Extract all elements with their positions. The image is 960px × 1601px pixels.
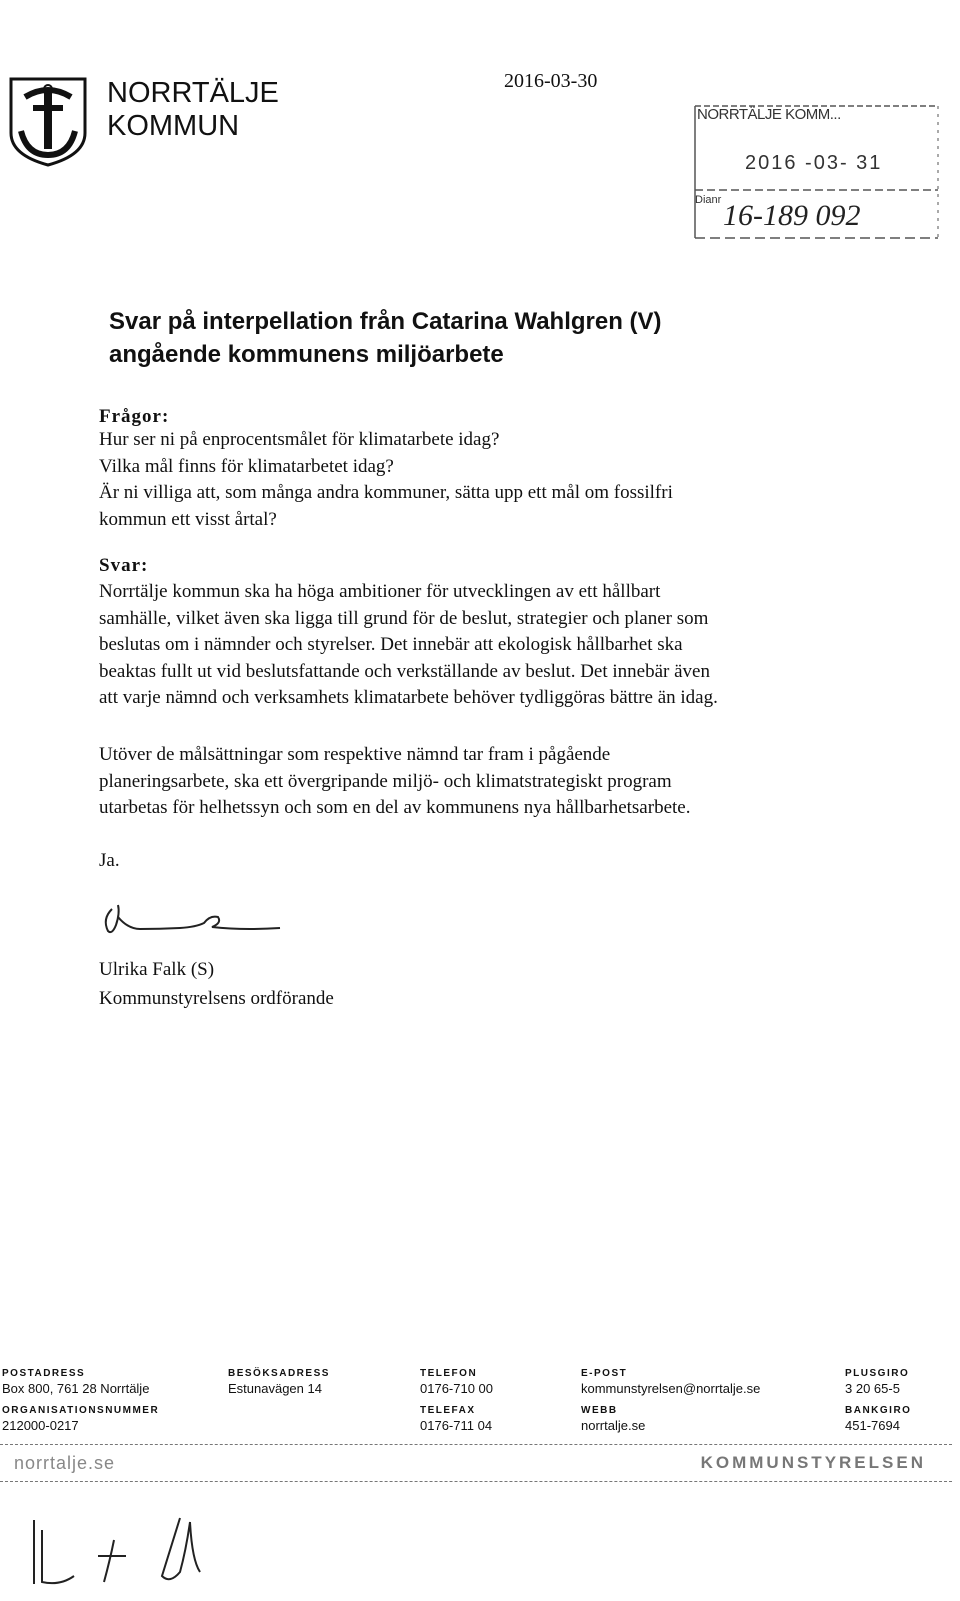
bankgiro-label: BANKGIRO — [845, 1405, 912, 1416]
stamp-organization: NORRTÄLJE KOMM... — [697, 106, 841, 123]
stamp-diary-number: 16-189 092 — [723, 199, 861, 232]
signer-name: Ulrika Falk (S) — [99, 959, 215, 980]
answer-line: beaktas fullt ut vid beslutsfattande och verkställande av beslut. Det innebär även — [99, 660, 710, 682]
band-website: norrtalje.se — [14, 1453, 116, 1473]
questions-list — [99, 427, 673, 533]
orgnr-label: ORGANISATIONSNUMMER — [2, 1405, 160, 1416]
answer-paragraph-1 — [99, 579, 859, 712]
band-department: KOMMUNSTYRELSEN — [700, 1453, 926, 1472]
handwritten-signature — [100, 895, 285, 945]
telefon-label: TELEFON — [420, 1368, 478, 1379]
answer-line: planeringsarbete, ska ett övergripande miljö- och klimatstrategiskt program — [99, 770, 672, 792]
answer-line: Norrtälje kommun ska ha höga ambitioner för utvecklingen av ett hållbart — [99, 581, 661, 602]
telefon-value: 0176-710 00 — [420, 1381, 494, 1396]
question-line: kommun ett visst årtal? — [99, 508, 277, 530]
title-line1: Svar på interpellation från Catarina Wahlgren (V) — [109, 308, 662, 335]
document-title — [109, 305, 662, 371]
question-line: Hur ser ni på enprocentsmålet för klimatarbete idag? — [99, 429, 500, 450]
webb-label: WEBB — [581, 1405, 618, 1416]
footer-email — [581, 1366, 760, 1434]
footer-visit — [228, 1366, 330, 1397]
question-line: Är ni villiga att, som många andra kommuner, sätta upp ett mål om fossilfri — [99, 482, 673, 503]
postadress-value: Box 800, 761 28 Norrtälje — [2, 1381, 150, 1396]
answer-line: beslutas om i nämnder och styrelser. Det innebär att ekologisk hållbarhet ska — [99, 634, 683, 655]
answer-paragraph-2 — [99, 742, 859, 822]
telefax-label: TELEFAX — [420, 1405, 476, 1416]
orgnr-value: 212000-0217 — [2, 1418, 79, 1433]
answer-line: att varje nämnd och verksamhets klimatarbete behöver tydliggöras bättre än idag. — [99, 687, 718, 708]
epost-label: E-POST — [581, 1368, 628, 1379]
stamp-date: 2016 -03- 31 — [745, 152, 883, 174]
handwritten-page-mark — [30, 1510, 220, 1590]
anchor-logo-icon — [7, 75, 89, 167]
answer-label: Svar: — [99, 555, 149, 576]
plusgiro-label: PLUSGIRO — [845, 1368, 910, 1379]
received-stamp — [693, 104, 940, 240]
besoksadress-value: Estunavägen 14 — [228, 1381, 322, 1396]
telefax-value: 0176-711 04 — [420, 1418, 493, 1433]
organization-name-line2: KOMMUN — [107, 110, 240, 142]
answer-line: utarbetas för helhetssyn och som en del av kommunens nya hållbarhetsarbete. — [99, 797, 691, 818]
bankgiro-value: 451-7694 — [845, 1418, 900, 1433]
footer-giro — [845, 1366, 911, 1434]
document-date: 2016-03-30 — [504, 70, 598, 92]
webb-value: norrtalje.se — [581, 1418, 646, 1433]
answer-line: Utöver de målsättningar som respektive nämnd tar fram i pågående — [99, 744, 611, 765]
stamp-dianr-label: Dianr — [695, 194, 722, 206]
footer-postal — [2, 1366, 159, 1434]
epost-value: kommunstyrelsen@norrtalje.se — [581, 1381, 761, 1396]
signer-role: Kommunstyrelsens ordförande — [99, 988, 334, 1009]
question-line: Vilka mål finns för klimatarbetet idag? — [99, 455, 394, 477]
footer-phone — [420, 1366, 493, 1434]
organization-name — [107, 77, 279, 143]
title-line2: angående kommunens miljöarbete — [109, 341, 504, 368]
besoksadress-label: BESÖKSADRESS — [228, 1368, 330, 1379]
signer-block — [99, 955, 334, 1013]
organization-name-line1: NORRTÄLJE — [107, 77, 279, 109]
plusgiro-value: 3 20 65-5 — [845, 1381, 900, 1396]
footer-band — [0, 1444, 952, 1482]
answer-paragraph-3: Ja. — [99, 850, 120, 871]
questions-label: Frågor: — [99, 406, 170, 427]
answer-line: samhälle, vilket även ska ligga till grund för de beslut, strategier och planer som — [99, 607, 709, 629]
postadress-label: POSTADRESS — [2, 1368, 86, 1379]
